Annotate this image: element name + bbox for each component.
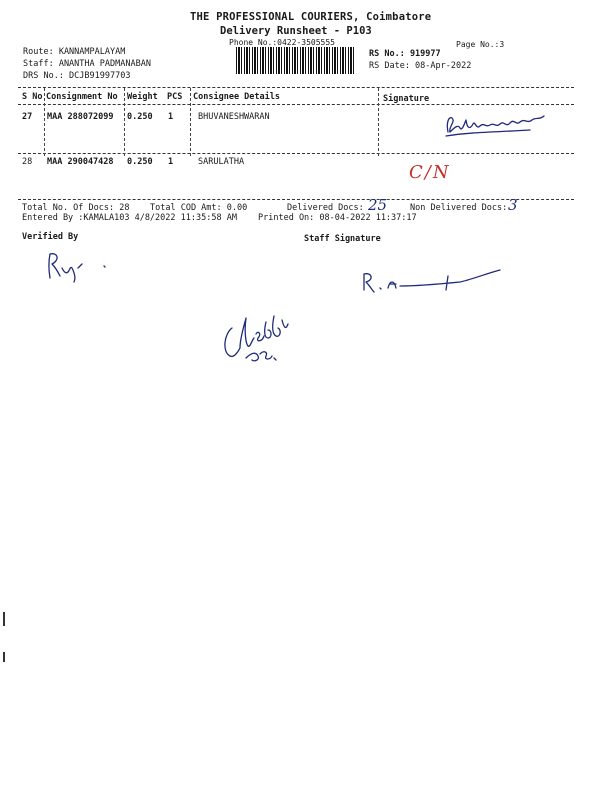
checked-by-signature	[218, 308, 298, 368]
drs-number: DRS No.: DCJB91997703	[23, 71, 131, 81]
row-pcs: 1	[168, 112, 174, 122]
scan-edge-mark	[3, 612, 5, 626]
phone-number: Phone No.:0422-3505555	[229, 38, 335, 47]
col-header-consignment: Consignment No	[46, 92, 118, 102]
col-divider-2	[124, 88, 125, 156]
col-header-pcs: PCS	[167, 92, 183, 102]
total-docs: Total No. Of Docs: 28	[22, 203, 130, 213]
col-header-weight: Weight	[127, 92, 158, 102]
col-header-sno: S No	[22, 92, 43, 102]
route-label: Route: KANNAMPALAYAM	[23, 47, 126, 57]
delivered-docs-value: 25	[368, 196, 388, 214]
row-weight: 0.250	[127, 112, 153, 122]
rs-date: RS Date: 08-Apr-2022	[369, 61, 472, 71]
staff-label: Staff: ANANTHA PADMANABAN	[23, 59, 151, 69]
rs-number: RS No.: 919977	[369, 49, 441, 59]
row-consignee: SARULATHA	[198, 157, 245, 167]
non-delivered-docs-value: 3	[508, 196, 518, 214]
verified-by-label: Verified By	[22, 232, 79, 242]
consignee-signature-row27	[440, 110, 550, 140]
row-consignment-no: MAA 288072099	[47, 112, 114, 122]
row-weight: 0.250	[127, 157, 153, 167]
printed-on: Printed On: 08-04-2022 11:37:17	[258, 213, 417, 223]
row-sno: 27	[22, 112, 33, 122]
barcode-image	[236, 47, 356, 74]
table-header-rule	[18, 104, 574, 105]
entered-by: Entered By :KAMALA103 4/8/2022 11:35:58 AM	[22, 213, 237, 223]
row-sno: 28	[22, 157, 33, 167]
row-consignment-no: MAA 290047428	[47, 157, 114, 167]
staff-signature	[360, 266, 505, 296]
delivered-docs-label: Delivered Docs:	[287, 203, 364, 213]
row28-handwritten-cn: C/N	[409, 162, 451, 183]
table-row-divider	[18, 153, 574, 154]
non-delivered-docs-label: Non Delivered Docs:	[410, 203, 508, 213]
verified-by-signature	[44, 250, 124, 285]
col-divider-3	[190, 88, 191, 156]
row-pcs: 1	[168, 157, 174, 167]
row-consignee: BHUVANESHWARAN	[198, 112, 270, 122]
col-divider-1	[44, 88, 45, 156]
table-top-rule	[18, 87, 574, 88]
company-title: THE PROFESSIONAL COURIERS, Coimbatore	[190, 11, 432, 23]
total-cod-amount: Total COD Amt: 0.00	[150, 203, 248, 213]
col-header-consignee: Consignee Details	[193, 92, 280, 102]
col-divider-4	[378, 88, 379, 156]
staff-signature-label: Staff Signature	[304, 234, 381, 244]
scan-edge-mark	[3, 652, 5, 662]
page-number: Page No.:3	[456, 40, 505, 49]
table-bottom-rule	[18, 199, 574, 200]
col-header-signature: Signature	[383, 94, 430, 104]
runsheet-title: Delivery Runsheet - P103	[220, 25, 372, 37]
